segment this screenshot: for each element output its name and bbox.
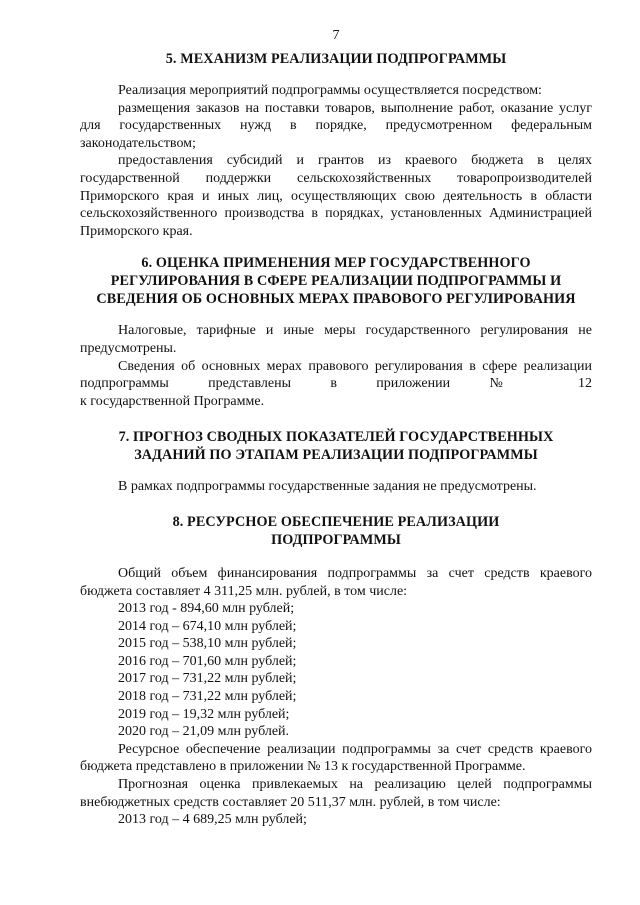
section-6-paragraph-1: Налоговые, тарифные и иные меры государственного регулирования не предусмотрены. <box>80 323 592 356</box>
section-8-title-line-1: 8. РЕСУРСНОЕ ОБЕСПЕЧЕНИЕ РЕАЛИЗАЦИИ <box>172 513 500 530</box>
section-8-paragraph-2: Ресурсное обеспечение реализации подпрограммы за счет средств краевого бюджета представлено в приложении № 13 к государственной Программе. <box>80 741 592 775</box>
year-line-2020: 2020 год – 21,09 млн рублей. <box>118 724 290 740</box>
year-line-2019: 2019 год – 19,32 млн рублей; <box>118 706 290 722</box>
section-6-paragraph-2-line-2: к государственной Программе. <box>80 393 265 409</box>
section-5-title: 5. МЕХАНИЗМ РЕАЛИЗАЦИИ ПОДПРОГРАММЫ <box>165 51 507 67</box>
section-7-title <box>80 428 592 464</box>
year-line-2018: 2018 год – 731,22 млн рублей; <box>118 689 297 705</box>
year-line-2016: 2016 год – 701,60 млн рублей; <box>118 653 297 669</box>
section-5-paragraph-3: предоставления субсидий и грантов из краевого бюджета в целях государственной поддержки сельскохозяйственных товаропроизводителей Приморского края и иных лиц, осуществляющих свою деятельность в области сельскохозяйственного производства в порядках, установленных Администрацией Приморского края. <box>80 153 592 239</box>
section-7-title-line-1: 7. ПРОГНОЗ СВОДНЫХ ПОКАЗАТЕЛЕЙ ГОСУДАРСТВЕННЫХ <box>118 429 554 446</box>
section-8-title <box>80 513 592 549</box>
extrabudget-year-line-2013: 2013 год – 4 689,25 млн рублей; <box>118 812 307 828</box>
section-6-title-line-2: РЕГУЛИРОВАНИЯ В СФЕРЕ РЕАЛИЗАЦИИ ПОДПРОГРАММЫ И <box>110 273 562 290</box>
section-6-title <box>80 254 592 308</box>
section-5-paragraph-1: Реализация мероприятий подпрограммы осуществляется посредством: <box>118 83 542 98</box>
section-8-paragraph-3: Прогнозная оценка привлекаемых на реализацию целей подпрограммы внебюджетных средств составляет 20 511,37 млн. рублей, в том числе: <box>80 777 592 810</box>
section-6-paragraph-2-line-1: Сведения об основных мерах правового регулирования в сфере реализации подпрограммы представлены в приложении № 12 <box>80 358 592 392</box>
section-6-title-line-1: 6. ОЦЕНКА ПРИМЕНЕНИЯ МЕР ГОСУДАРСТВЕННОГО <box>141 255 531 272</box>
section-8-paragraph-1: Общий объем финансирования подпрограммы за счет средств краевого бюджета составляет 4 311,25 млн. рублей, в том числе: <box>80 565 592 599</box>
section-7-paragraph-1: В рамках подпрограммы государственные задания не предусмотрены. <box>118 479 537 495</box>
year-line-2014: 2014 год – 674,10 млн рублей; <box>118 618 297 634</box>
section-5-paragraph-2: размещения заказов на поставки товаров, выполнение работ, оказание услуг для государственных нужд в порядке, предусмотренном федеральным законодательством; <box>80 100 592 151</box>
section-8-title-line-2: ПОДПРОГРАММЫ <box>271 531 401 548</box>
year-line-2015: 2015 год – 538,10 млн рублей; <box>118 636 297 652</box>
page-number: 7 <box>332 28 340 43</box>
section-7-title-line-2: ЗАДАНИЙ ПО ЭТАПАМ РЕАЛИЗАЦИИ ПОДПРОГРАММЫ <box>134 447 538 464</box>
year-line-2017: 2017 год – 731,22 млн рублей; <box>118 671 297 687</box>
section-6-title-line-3: СВЕДЕНИЯ ОБ ОСНОВНЫХ МЕРАХ ПРАВОВОГО РЕГУЛИРОВАНИЯ <box>96 291 576 308</box>
year-line-2013: 2013 год - 894,60 млн рублей; <box>118 601 295 617</box>
